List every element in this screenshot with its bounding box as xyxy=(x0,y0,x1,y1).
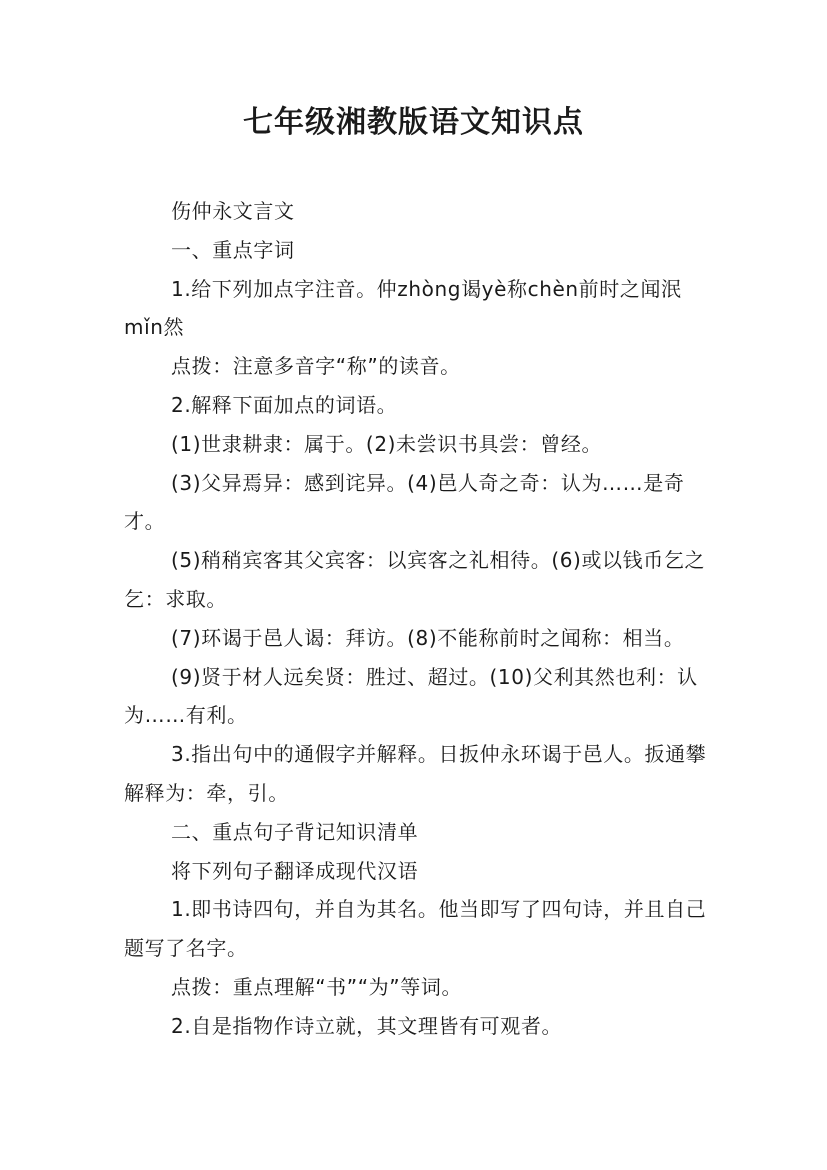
paragraph: (1)世隶耕隶：属于。(2)未尝识书具尝：曾经。 xyxy=(171,431,603,456)
paragraph: 将下列句子翻译成现代汉语 xyxy=(171,858,419,883)
paragraph: 1.给下列加点字注音。仲zhòng谒yè称chèn前时之闻泯mǐn然 xyxy=(124,276,682,340)
paragraph: (5)稍稍宾客其父宾客：以宾客之礼相待。(6)或以钱币乞之乞：求取。 xyxy=(124,548,706,611)
paragraph: (9)贤于材人远矣贤：胜过、超过。(10)父利其然也利：认为……有利。 xyxy=(124,664,698,728)
paragraph: 3.指出句中的通假字并解释。日扳仲永环谒于邑人。扳通攀解释为：牵，引。 xyxy=(124,742,707,805)
paragraph: 点拨：注意多音字“称”的读音。 xyxy=(171,354,461,379)
paragraph-heading-text: 伤仲永文言文 xyxy=(171,199,295,223)
section-heading: 一、重点字词 xyxy=(171,237,295,262)
paragraph: (3)父异焉异：感到诧异。(4)邑人奇之奇：认为……是奇才。 xyxy=(124,470,685,534)
document-body xyxy=(124,192,708,1046)
paragraph: 2.解释下面加点的词语。 xyxy=(171,392,398,417)
paragraph: 点拨：重点理解“书”“为”等词。 xyxy=(171,974,463,999)
paragraph: 1.即书诗四句，并自为其名。他当即写了四句诗，并且自己题写了名字。 xyxy=(124,897,707,961)
paragraph: (7)环谒于邑人谒：拜访。(8)不能称前时之闻称：相当。 xyxy=(171,625,685,650)
paragraph: 2.自是指物作诗立就，其文理皆有可观者。 xyxy=(171,1013,563,1038)
document-title: 七年级湘教版语文知识点 xyxy=(243,105,584,140)
section-heading: 二、重点句子背记知识清单 xyxy=(171,819,419,844)
